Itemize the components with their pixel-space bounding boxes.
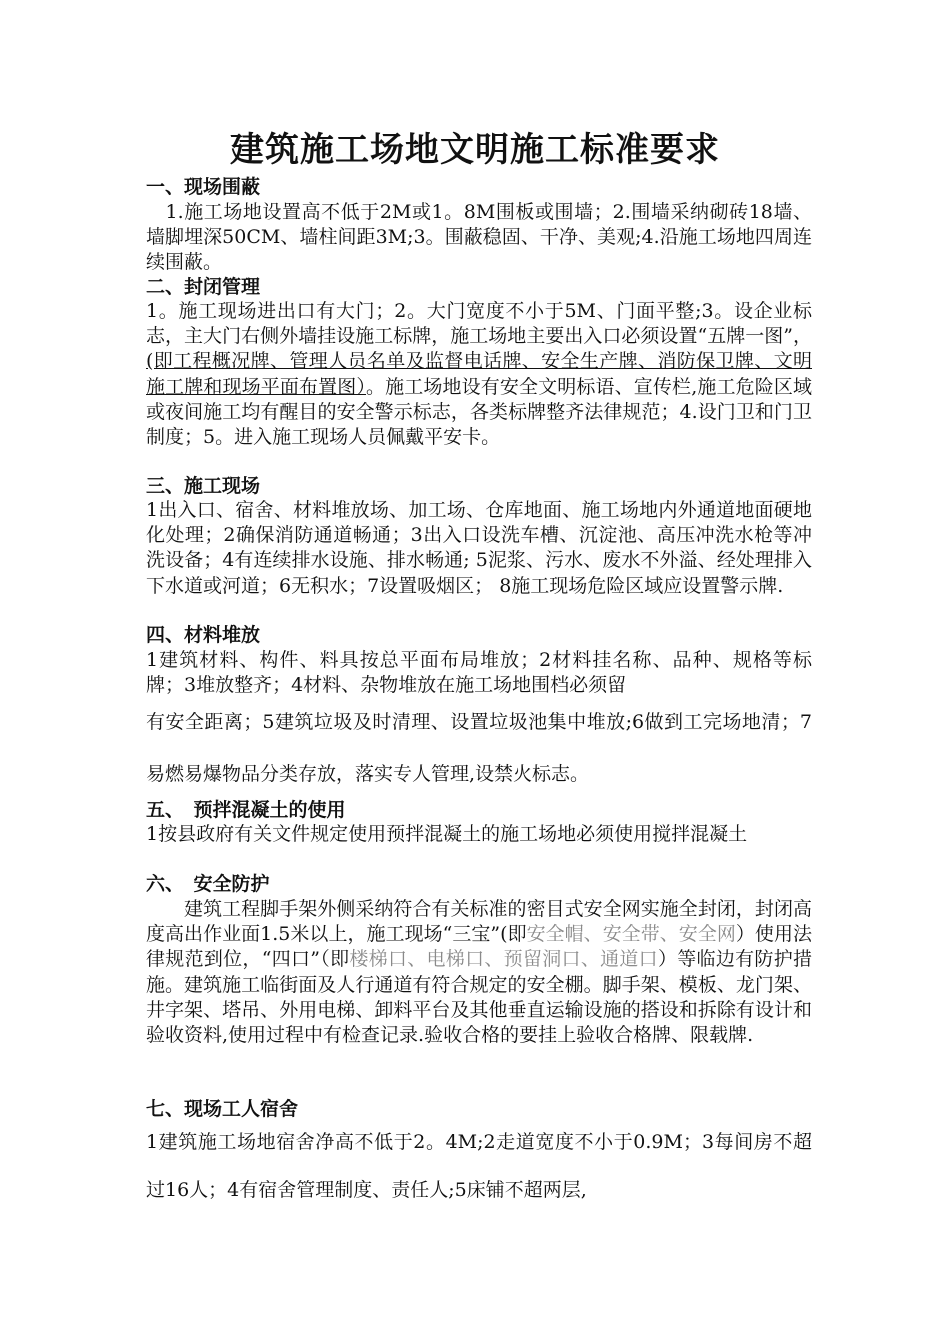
section-body-closed-management xyxy=(146,299,812,450)
section-heading-enclosure: 一、现场围蔽 xyxy=(146,176,261,198)
section-heading-site: 三、施工现场 xyxy=(146,475,261,497)
five-signs-one-map-note: (即工程概况牌、管理人员名单及监督电话牌、安全生产牌、消防保卫牌、文明施工牌和现场平面布置图） xyxy=(146,350,812,398)
safety-text-b: ）使用法律规范到位，“四口”（即 xyxy=(146,923,812,971)
closed-management-text-b: 。施工场地设有安全文明标语、宣传栏,施工危险区域或夜间施工均有醒目的安全警示标志，各类标牌整齐法律规范；4.设门卫和门卫制度；5。进入施工现场人员佩戴平安卡。 xyxy=(146,375,812,449)
section-body-materials-b: 有安全距离；5建筑垃圾及时清理、设置垃圾池集中堆放;6做到工完场地清；7易燃易爆物品分类存放，落实专人管理,设禁火标志。 xyxy=(146,711,812,785)
section-body-dormitory: 1建筑施工场地宿舍净高不低于2。4M;2走道宽度不小于0.9M；3每间房不超过16人；4有宿舍管理制度、责任人;5床铺不超两层, xyxy=(146,1131,812,1201)
three-treasures-list: 安全帽、安全带、安全网 xyxy=(526,923,736,946)
section-body-site: 1出入口、宿舍、材料堆放场、加工场、仓库地面、施工场地内外通道地面硬地化处理；2确保消防通道畅通；3出入口设洗车槽、沉淀池、高压冲洗水枪等冲洗设备；4有连续排水设施、排水畅通; 5泥浆、污水、废水不外溢、经处理排入下水道或河道；6无积水；7设置吸烟区； 8施工现场危险区域应设置警示牌. xyxy=(146,499,812,597)
four-openings-list: 楼梯口、电梯口、预留洞口、通道口 xyxy=(349,948,658,971)
section-body-enclosure: 1.施工场地设置高不低于2M或1。8M围板或围墙；2.围墙采纳砌砖18墙、墙脚埋深50CM、墙柱间距3M;3。围蔽稳固、干净、美观;4.沿施工场地四周连续围蔽。 xyxy=(146,201,812,274)
section-heading-safety: 六、 安全防护 xyxy=(146,873,270,895)
section-heading-closed-management: 二、封闭管理 xyxy=(146,276,261,298)
section-heading-concrete: 五、 预拌混凝土的使用 xyxy=(146,799,346,821)
safety-text-a: 建筑工程脚手架外侧采纳符合有关标准的密目式安全网实施全封闭，封闭高度高出作业面1.5米以上，施工现场“三宝”(即 xyxy=(146,898,812,946)
safety-text-c: ）等临边有防护措施。建筑施工临街面及人行通道有符合规定的安全棚。脚手架、模板、龙门架、井字架、塔吊、外用电梯、卸料平台及其他垂直运输设施的搭设和拆除有设计和验收资料,使用过程中有检查记录.验收合格的要挂上验收合格牌、限载牌. xyxy=(146,948,812,1047)
section-body-concrete: 1按县政府有关文件规定使用预拌混凝土的施工场地必须使用搅拌混凝土 xyxy=(146,823,748,845)
section-body-materials-a: 1建筑材料、构件、料具按总平面布局堆放；2材料挂名称、品种、规格等标牌；3堆放整齐；4材料、杂物堆放在施工场地围档必须留 xyxy=(146,649,812,697)
document-title: 建筑施工场地文明施工标准要求 xyxy=(230,130,720,170)
closed-management-text-a: 1。施工现场进出口有大门；2。大门宽度不小于5M、门面平整;3。设企业标志，主大门右侧外墙挂设施工标牌，施工场地主要出入口必须设置“五牌一图”， xyxy=(146,300,812,348)
section-heading-dormitory: 七、现场工人宿舍 xyxy=(146,1098,299,1120)
section-heading-materials: 四、材料堆放 xyxy=(146,624,261,646)
section-body-safety xyxy=(146,897,812,1048)
